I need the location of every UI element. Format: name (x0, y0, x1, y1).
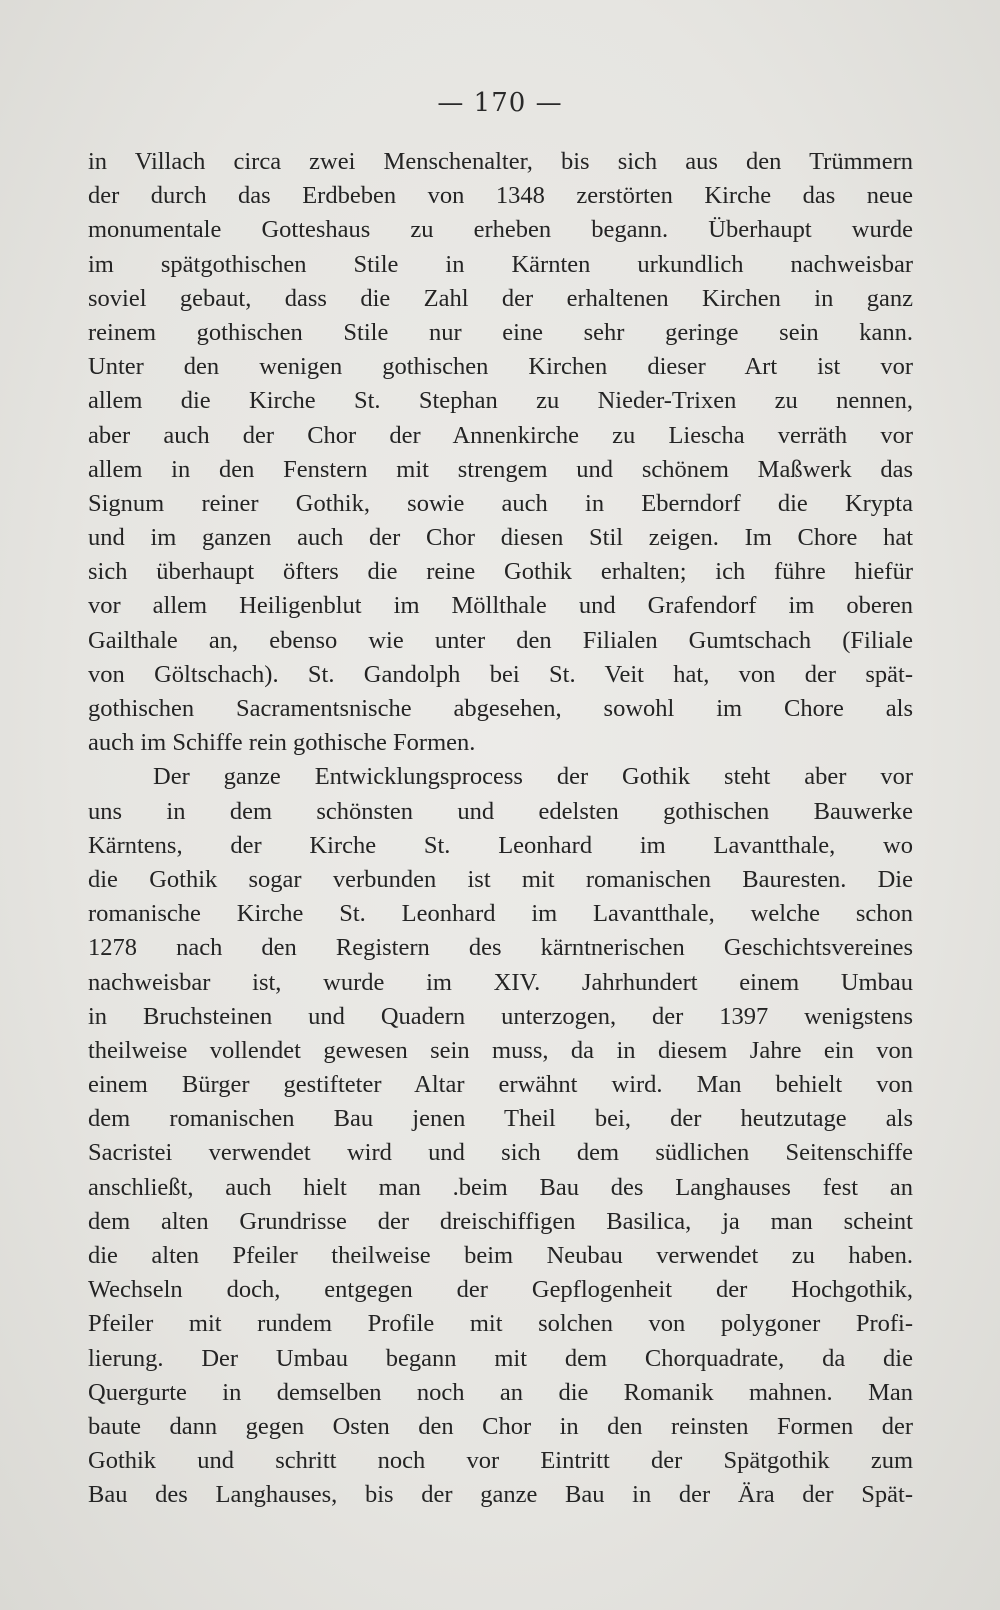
text-line: Quergurte in demselben noch an die Romanik mahnen. Man (88, 1378, 913, 1406)
text-line: soviel gebaut, dass die Zahl der erhaltenen Kirchen in ganz (88, 284, 913, 312)
text-line: theilweise vollendet gewesen sein muss, da in diesem Jahre ein von (88, 1036, 913, 1064)
text-line: dem romanischen Bau jenen Theil bei, der heutzutage als (88, 1105, 913, 1133)
text-line: von Göltschach). St. Gandolph bei St. Veit hat, von der spät- (88, 660, 913, 688)
text-line: die Gothik sogar verbunden ist mit romanischen Bauresten. Die (88, 865, 913, 893)
text-line: monumentale Gotteshaus zu erheben begann. Überhaupt wurde (88, 216, 913, 244)
text-line: romanische Kirche St. Leonhard im Lavantthale, welche schon (88, 900, 913, 928)
text-line: lierung. Der Umbau begann mit dem Chorquadrate, da die (88, 1344, 913, 1372)
text-line: Wechseln doch, entgegen der Gepflogenheit der Hochgothik, (88, 1276, 913, 1304)
body-text (88, 145, 913, 1513)
text-line: 1278 nach den Registern des kärntnerischen Geschichtsvereines (88, 934, 913, 962)
paragraph-start-line: Der ganze Entwicklungsprocess der Gothik steht aber vor (153, 763, 913, 791)
text-line: anschließt, auch hielt man .beim Bau des Langhauses fest an (88, 1173, 913, 1201)
text-line: gothischen Sacramentsnische abgesehen, sowohl im Chore als (88, 695, 913, 722)
text-line: sich überhaupt öfters die reine Gothik erhalten; ich führe hiefür (88, 558, 913, 586)
text-line: Bau des Langhauses, bis der ganze Bau in der Ära der Spät- (88, 1481, 913, 1509)
text-line: Sacristei verwendet wird und sich dem südlichen Seitenschiffe (88, 1139, 913, 1167)
text-line: allem in den Fenstern mit strengem und schönem Maßwerk das (88, 455, 913, 483)
text-line: reinem gothischen Stile nur eine sehr geringe sein kann. (88, 318, 913, 346)
text-line: dem alten Grundrisse der dreischiffigen Basilica, ja man scheint (88, 1207, 913, 1235)
text-line: die alten Pfeiler theilweise beim Neubau verwendet zu haben. (88, 1242, 913, 1269)
text-line: Unter den wenigen gothischen Kirchen dieser Art ist vor (88, 353, 913, 381)
text-line: allem die Kirche St. Stephan zu Nieder-Trixen zu nennen, (88, 387, 913, 415)
text-line: in Villach circa zwei Menschenalter, bis sich aus den Trümmern (88, 148, 913, 175)
text-line: Signum reiner Gothik, sowie auch in Eberndorf die Krypta (88, 489, 913, 517)
text-line: Kärntens, der Kirche St. Leonhard im Lavantthale, wo (88, 831, 913, 859)
text-line: nachweisbar ist, wurde im XIV. Jahrhundert einem Umbau (88, 968, 913, 996)
text-line: Pfeiler mit rundem Profile mit solchen von polygoner Profi- (88, 1310, 913, 1338)
text-line: vor allem Heiligenblut im Möllthale und Grafendorf im oberen (88, 592, 913, 620)
text-line: und im ganzen auch der Chor diesen Stil zeigen. Im Chore hat (88, 524, 913, 552)
text-line: aber auch der Chor der Annenkirche zu Liescha verräth vor (88, 421, 913, 449)
text-line: in Bruchsteinen und Quadern unterzogen, der 1397 wenigstens (88, 1002, 913, 1030)
text-line: Gothik und schritt noch vor Eintritt der Spätgothik zum (88, 1447, 913, 1475)
text-line: baute dann gegen Osten den Chor in den reinsten Formen der (88, 1412, 913, 1440)
text-line: Gailthale an, ebenso wie unter den Filialen Gumtschach (Filiale (88, 626, 913, 654)
text-line: uns in dem schönsten und edelsten gothischen Bauwerke (88, 797, 913, 825)
text-line: der durch das Erdbeben von 1348 zerstörten Kirche das neue (88, 182, 913, 210)
paragraph-end-line: auch im Schiffe rein gothische Formen. (88, 729, 476, 757)
page-number: — 170 — (437, 88, 563, 118)
text-line: im spätgothischen Stile in Kärnten urkundlich nachweisbar (88, 250, 913, 278)
text-line: einem Bürger gestifteter Altar erwähnt wird. Man behielt von (88, 1071, 913, 1099)
